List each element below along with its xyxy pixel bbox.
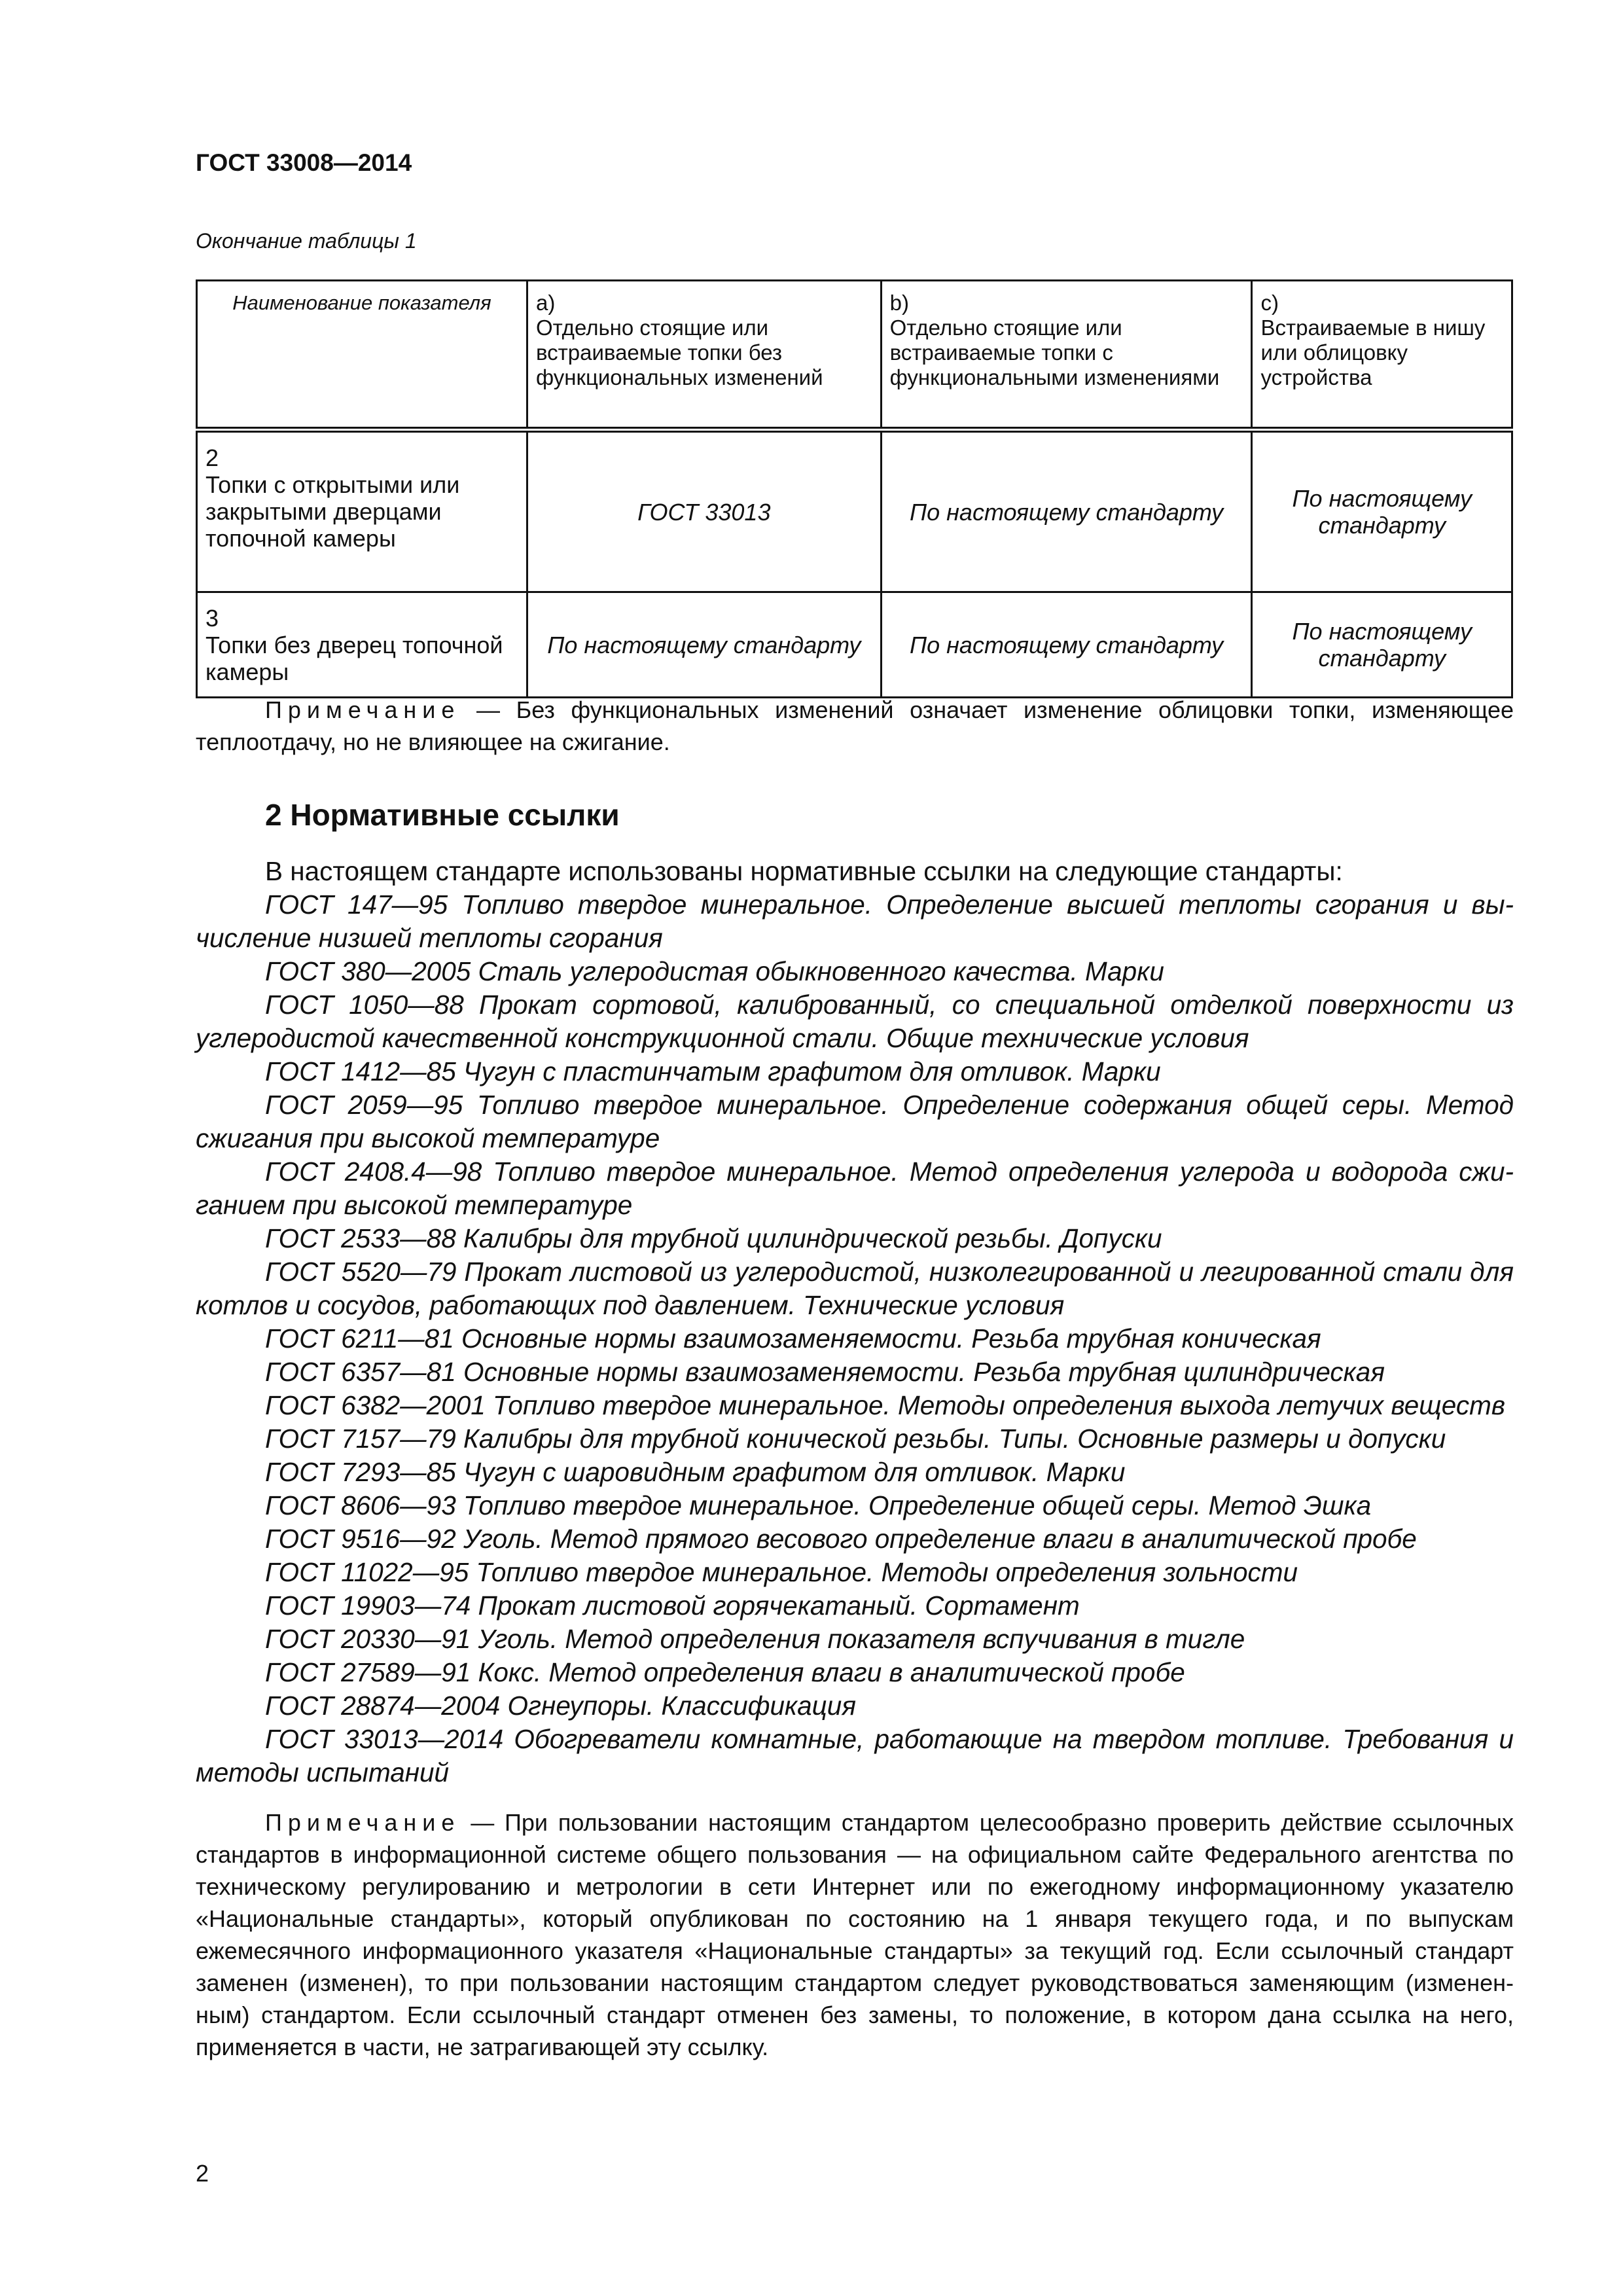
- table-row: [197, 430, 1512, 592]
- reference-item: ГОСТ 9516—92 Уголь. Метод прямого весового определение влаги в аналитической пробе: [265, 1524, 1417, 1554]
- cell-a: ГОСТ 33013: [527, 430, 882, 592]
- reference-item: ГОСТ 7157—79 Калибры для трубной конической резьбы. Типы. Основные размеры и допуски: [265, 1424, 1446, 1454]
- reference-item: ГОСТ 5520—79 Прокат листовой из углеродистой, низколегированной и легированной стали для котлов и сосудов, работающих под давлением. Технические условия: [196, 1257, 1514, 1320]
- references-note: [196, 1806, 1514, 2063]
- header-col-b: b) Отдельно стоящие или встраиваемые топки с функциональными изменениями: [881, 281, 1252, 430]
- page-number: 2: [196, 2160, 209, 2187]
- cell-c: По настоящему стандарту: [1252, 430, 1512, 592]
- table-1-continuation: [196, 279, 1513, 698]
- reference-item: ГОСТ 2059—95 Топливо твердое минеральное. Определение содержания общей серы. Метод сжигания при высокой температуре: [196, 1090, 1514, 1153]
- row-name: 2 Топки с открытыми или закрытыми дверцами топочной камеры: [197, 430, 527, 592]
- table-row: [197, 592, 1512, 698]
- reference-item: ГОСТ 11022—95 Топливо твердое минеральное. Методы определения зольности: [265, 1557, 1298, 1587]
- cell-b: По настоящему стандарту: [881, 430, 1252, 592]
- reference-item: ГОСТ 6382—2001 Топливо твердое минеральное. Методы определения выхода летучих веществ: [265, 1390, 1505, 1420]
- reference-item: ГОСТ 2533—88 Калибры для трубной цилиндрической резьбы. Допуски: [265, 1223, 1162, 1253]
- header-col-a: a) Отдельно стоящие или встраиваемые топки без функциональных изменений: [527, 281, 882, 430]
- document-header: ГОСТ 33008—2014: [196, 149, 412, 176]
- note-label: Примечание: [265, 696, 461, 723]
- references-section: [196, 855, 1514, 1789]
- table-header-row: [197, 281, 1512, 430]
- cell-c: По настоящему стандарту: [1252, 592, 1512, 698]
- reference-item: ГОСТ 147—95 Топливо твердое минеральное. Определение высшей теплоты сгорания и вычисление низшей теплоты сгорания: [196, 889, 1514, 953]
- reference-item: ГОСТ 28874—2004 Огнеупоры. Классификация: [265, 1691, 856, 1721]
- reference-item: ГОСТ 8606—93 Топливо твердое минеральное. Определение общей серы. Метод Эшка: [265, 1490, 1372, 1520]
- reference-item: ГОСТ 20330—91 Уголь. Метод определения показателя вспучивания в тигле: [265, 1624, 1245, 1654]
- reference-item: ГОСТ 6211—81 Основные нормы взаимозаменяемости. Резьба трубная коническая: [265, 1323, 1321, 1354]
- reference-item: ГОСТ 7293—85 Чугун с шаровидным графитом для отливок. Марки: [265, 1457, 1126, 1487]
- header-indicator-name: [197, 281, 527, 430]
- reference-item: ГОСТ 380—2005 Сталь углеродистая обыкновенного качества. Марки: [265, 956, 1164, 986]
- row-name: 3 Топки без дверец топочной камеры: [197, 592, 527, 698]
- header-col-c: c) Встраиваемые в нишу или облицовку устройства: [1252, 281, 1512, 430]
- note-label: Примечание: [265, 1809, 461, 1836]
- reference-item: ГОСТ 6357—81 Основные нормы взаимозаменяемости. Резьба трубная цилиндрическая: [265, 1357, 1385, 1387]
- section-heading: 2 Нормативные ссылки: [265, 798, 620, 832]
- reference-item: ГОСТ 1050—88 Прокат сортовой, калиброванный, со специальной отделкой поверхности из углеродистой качественной конструкционной стали. Общие технические условия: [196, 990, 1514, 1053]
- table-caption: Окончание таблицы 1: [196, 229, 417, 253]
- section-intro: В настоящем стандарте использованы нормативные ссылки на следующие стандарты:: [265, 856, 1343, 886]
- reference-item: ГОСТ 1412—85 Чугун с пластинчатым графитом для отливок. Марки: [265, 1056, 1161, 1086]
- reference-item: ГОСТ 27589—91 Кокс. Метод определения влаги в аналитической пробе: [265, 1657, 1185, 1687]
- reference-item: ГОСТ 2408.4—98 Топливо твердое минеральное. Метод определения углерода и водорода сжиганием при высокой температуре: [196, 1157, 1514, 1220]
- reference-item: ГОСТ 33013—2014 Обогреватели комнатные, работающие на твердом топливе. Требования и методы испытаний: [196, 1724, 1514, 1787]
- table-note: [196, 694, 1514, 758]
- note-text: — При пользовании настоящим стандартом целесообразно проверить действие ссылочных стандартов в информационной системе общего пользования — на официальном сайте Федерального агентства по техническому регулированию и метрологии в сети Интернет или по ежегодному информационному указателю «Национальные стандарты», который опубликован по состоянию на 1 января текущего года, и по выпускам ежемесячного информационного указателя «Национальные стандарты» за текущий год. Если ссылочный стандарт заменен (изменен), то при пользовании настоящим стандартом следует руководствоваться заменяющим (измененным) стандартом. Если ссылочный стандарт отменен без замены, то положение, в котором дана ссылка на него, применяется в части, не затрагивающей эту ссылку.: [196, 1809, 1514, 2060]
- cell-a: По настоящему стандарту: [527, 592, 882, 698]
- cell-b: По настоящему стандарту: [881, 592, 1252, 698]
- reference-list: [196, 888, 1514, 1789]
- header-text: Наименование показателя: [232, 291, 491, 314]
- note-text: — Без функциональных изменений означает изменение облицовки топки, изменяющее теплоотдачу, но не влияющее на сжигание.: [196, 696, 1514, 755]
- reference-item: ГОСТ 19903—74 Прокат листовой горячекатаный. Сортамент: [265, 1590, 1080, 1621]
